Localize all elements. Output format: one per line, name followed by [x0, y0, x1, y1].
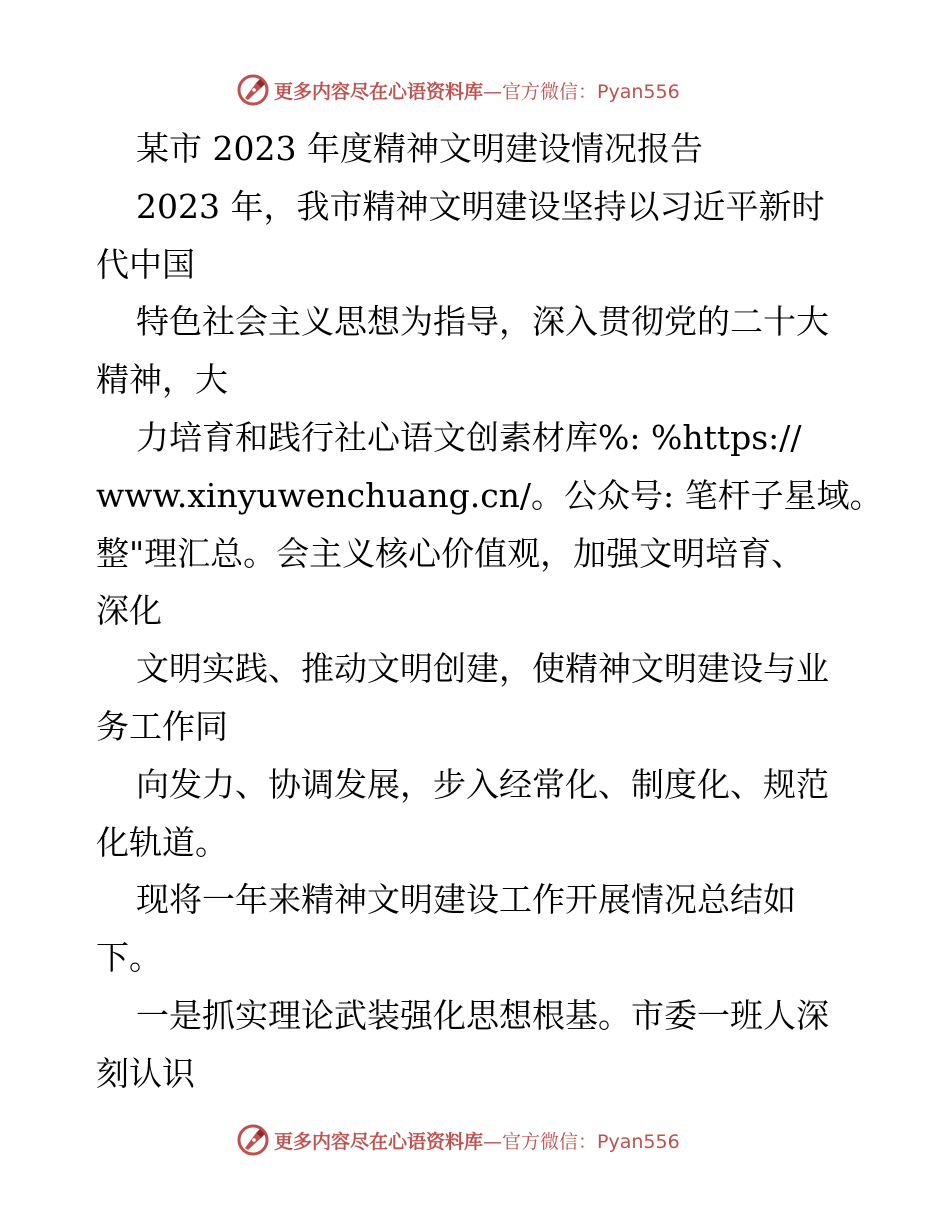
text-line: 务工作同 [96, 706, 228, 746]
banner-brand: 更多内容尽在心语资料库 [274, 1130, 484, 1153]
header-banner [236, 70, 716, 110]
text-line: 某市 2023 年度精神文明建设情况报告 [136, 129, 703, 168]
banner-contact-label: 官方微信： [502, 80, 598, 103]
text-line: 代中国 [96, 244, 195, 284]
pen-nib-logo-icon [236, 73, 270, 107]
pen-nib-logo-icon [236, 1123, 270, 1157]
text-line: 向发力、协调发展，步入经常化、制度化、规范 [136, 764, 829, 804]
text-line: 文明实践、推动文明创建，使精神文明建设与业 [136, 649, 829, 689]
text-line: 整"理汇总。会主义核心价值观，加强文明培育、 [96, 533, 805, 573]
text-line: 刻认识 [96, 1053, 195, 1093]
banner-contact-label: 官方微信： [502, 1130, 598, 1153]
text-line: 特色社会主义思想为指导，深入贯彻党的二十大 [136, 302, 829, 342]
text-line: www.xinyuwenchuang.cn/。公众号: 笔杆子星域。 [96, 475, 883, 515]
banner-separator: — [483, 80, 503, 103]
banner-text [274, 1127, 680, 1154]
text-line: 一是抓实理论武装强化思想根基。市委一班人深 [136, 995, 829, 1035]
banner-separator: — [483, 1130, 503, 1153]
banner-wechat-id: Pyan556 [597, 1130, 680, 1153]
text-line: 2023 年，我市精神文明建设坚持以习近平新时 [136, 186, 825, 226]
text-line: 现将一年来精神文明建设工作开展情况总结如 [136, 880, 796, 920]
text-line: 深化 [96, 591, 162, 631]
text-line: 精神，大 [96, 360, 228, 400]
footer-banner [236, 1120, 716, 1160]
text-line: 下。 [96, 938, 162, 978]
banner-brand: 更多内容尽在心语资料库 [274, 80, 484, 103]
document-body [96, 120, 883, 1103]
text-line: 力培育和践行社心语文创素材库%: %https:// [136, 417, 802, 457]
text-line: 化轨道。 [96, 822, 228, 862]
banner-wechat-id: Pyan556 [597, 80, 680, 103]
banner-text [274, 77, 680, 104]
